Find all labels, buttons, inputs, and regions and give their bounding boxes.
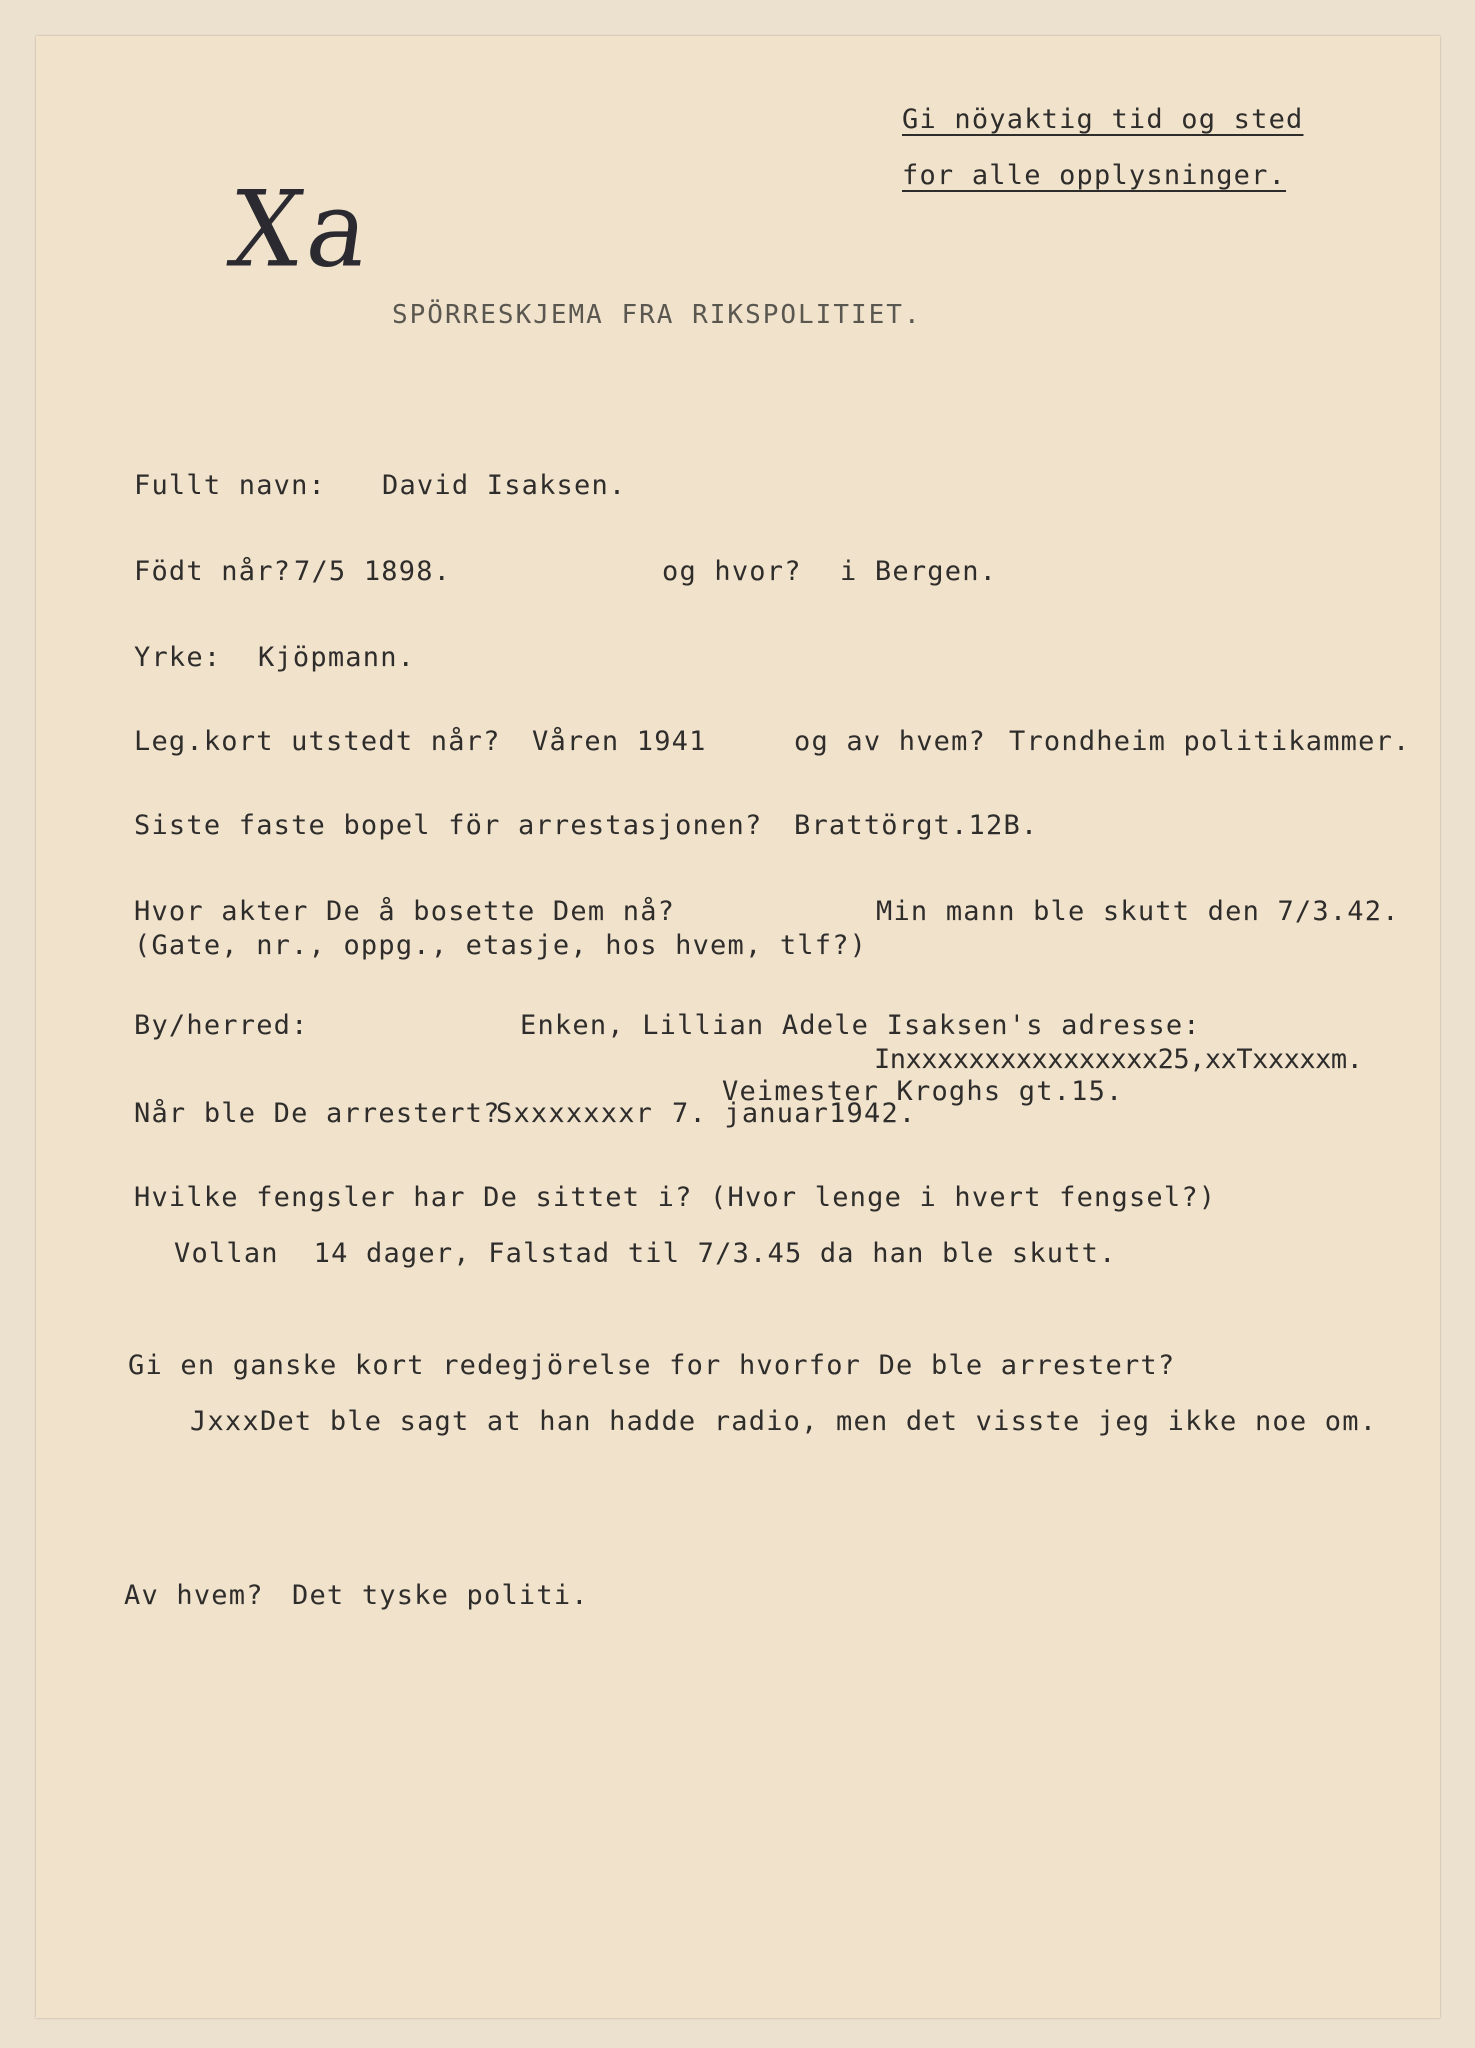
occupation-value: Kjöpmann.	[258, 642, 416, 673]
reason-crossed: Jxxx	[190, 1406, 260, 1437]
born-where-value: i Bergen.	[840, 556, 998, 587]
settle-sublabel: (Gate, nr., oppg., etasje, hos hvem, tlf?)	[134, 930, 868, 961]
prisons-label: Hvilke fengsler har De sittet i? (Hvor lenge i hvert fengsel?)	[134, 1182, 1217, 1213]
widow-address-value: Veimester Kroghs gt.15.	[722, 1076, 1124, 1107]
reason-value: Det ble sagt at han hadde radio, men det visste jeg ikke noe om.	[260, 1406, 1378, 1437]
born-value: 7/5 1898.	[294, 556, 452, 587]
settle-note: Min mann ble skutt den 7/3.42.	[876, 896, 1400, 927]
residence-label: Siste faste bopel för arrestasjonen?	[134, 810, 763, 841]
document-page	[36, 36, 1440, 2018]
idcard-value: Våren 1941	[532, 726, 707, 757]
form-title: SPÖRRESKJEMA FRA RIKSPOLITIET.	[392, 300, 922, 330]
residence-value: Brattörgt.12B.	[794, 810, 1039, 841]
idcard-by-label: og av hvem?	[794, 726, 987, 757]
prisons-value: Vollan 14 dager, Falstad til 7/3.45 da han ble skutt.	[174, 1238, 1117, 1269]
handwritten-mark: Xa	[222, 168, 383, 291]
arrested-crossed: Sxxxxxxxr	[496, 1098, 654, 1129]
idcard-by-value: Trondheim politikammer.	[1009, 726, 1411, 757]
instruction-line-1: Gi nöyaktig tid og sted	[902, 104, 1304, 135]
name-value: David Isaksen.	[382, 470, 627, 501]
settle-label: Hvor akter De å bosette Dem nå?	[134, 896, 676, 927]
reason-label: Gi en ganske kort redegjörelse for hvorfor De ble arrestert?	[128, 1350, 1176, 1381]
by-whom-label: Av hvem?	[124, 1580, 264, 1611]
born-label: Födt når?	[134, 556, 292, 587]
widow-address-crossed: Inxxxxxxxxxxxxxxxx25,xxTxxxxxm.	[874, 1044, 1363, 1075]
idcard-label: Leg.kort utstedt når?	[134, 726, 501, 757]
occupation-label: Yrke:	[134, 642, 222, 673]
arrested-label: Når ble De arrestert?	[134, 1098, 501, 1129]
by-whom-value: Det tyske politi.	[292, 1580, 589, 1611]
name-label: Fullt navn:	[134, 470, 327, 501]
town-label: By/herred:	[134, 1010, 309, 1041]
born-where-label: og hvor?	[662, 556, 802, 587]
arrested-value: 7. januar1942.	[672, 1098, 917, 1129]
instruction-line-2: for alle opplysninger.	[902, 160, 1287, 191]
widow-address-label: Enken, Lillian Adele Isaksen's adresse:	[520, 1010, 1201, 1041]
